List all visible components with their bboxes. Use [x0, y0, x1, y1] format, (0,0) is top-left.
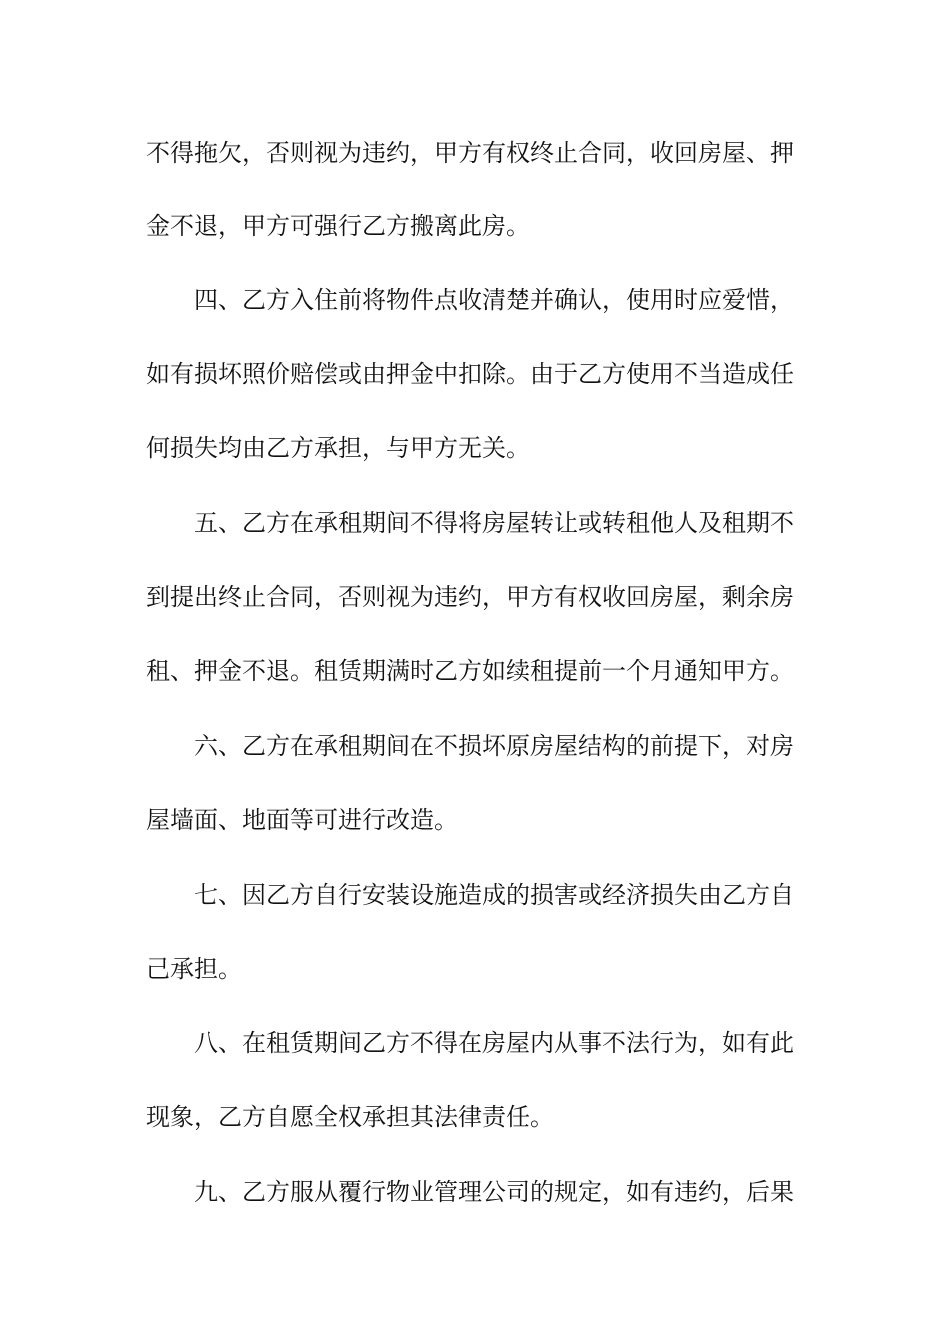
clause-5-line-2: 到提出终止合同，否则视为违约，甲方有权收回房屋，剩余房 — [146, 583, 794, 611]
clause-8-line-1: 八、在租赁期间乙方不得在房屋内从事不法行为，如有此 — [194, 1029, 794, 1057]
clause-5-line-1: 五、乙方在承租期间不得将房屋转让或转租他人及租期不 — [194, 509, 794, 537]
clause-7-line-1: 七、因乙方自行安装设施造成的损害或经济损失由乙方自 — [194, 881, 794, 909]
clause-6-line-1: 六、乙方在承租期间在不损坏原房屋结构的前提下，对房 — [194, 732, 794, 760]
clause-6-line-2: 屋墙面、地面等可进行改造。 — [146, 806, 458, 834]
clause-3-continuation-line-2: 金不退，甲方可强行乙方搬离此房。 — [146, 212, 530, 240]
clause-3-continuation-line-1: 不得拖欠，否则视为违约，甲方有权终止合同，收回房屋、押 — [146, 139, 794, 167]
clause-5-line-3: 租、押金不退。租赁期满时乙方如续租提前一个月通知甲方。 — [146, 657, 794, 685]
clause-4-line-1: 四、乙方入住前将物件点收清楚并确认，使用时应爱惜， — [194, 286, 794, 314]
clause-7-line-2: 己承担。 — [146, 955, 242, 983]
clause-8-line-2: 现象，乙方自愿全权承担其法律责任。 — [146, 1103, 554, 1131]
clause-4-line-2: 如有损坏照价赔偿或由押金中扣除。由于乙方使用不当造成任 — [146, 360, 794, 388]
clause-9-line-1: 九、乙方服从覆行物业管理公司的规定，如有违约，后果 — [194, 1178, 794, 1206]
clause-4-line-3: 何损失均由乙方承担，与甲方无关。 — [146, 434, 530, 462]
